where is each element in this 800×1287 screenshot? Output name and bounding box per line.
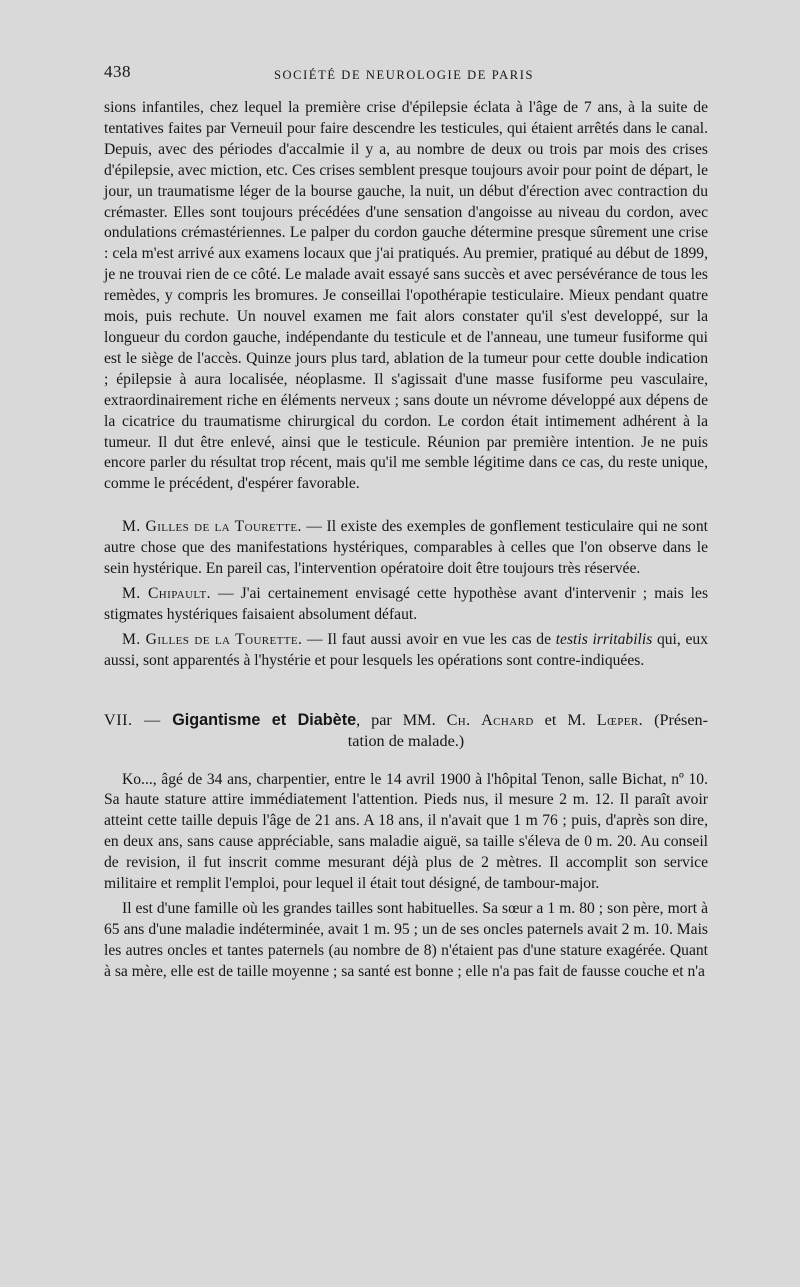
discussion-remark-2 bbox=[104, 584, 708, 626]
section-note: (Présen- bbox=[643, 710, 709, 729]
page-number: 438 bbox=[104, 62, 131, 81]
section-title: Gigantisme et Diabète bbox=[172, 710, 357, 729]
remark-text-end: qui, eux aussi, sont apparentés à l'hystérie et pour lesquels les opérations sont contre-indiquées. bbox=[104, 630, 708, 669]
section-note-end: tation de malade.) bbox=[347, 731, 465, 750]
discussion-remark-1 bbox=[104, 517, 708, 580]
discussion-remark-3 bbox=[104, 630, 708, 672]
section-conj: et M. bbox=[533, 710, 597, 729]
author-name: Ch. Achard bbox=[446, 710, 534, 729]
section-number: VII. — bbox=[104, 710, 173, 729]
running-header bbox=[104, 62, 708, 88]
body-paragraph: Il est d'une famille où les grandes tailles sont habituelles. Sa sœur a 1 m. 80 ; son père, mort à 65 ans d'une maladie indéterminée, avait 1 m. 95 ; un de ses oncles paternels avait 2 m. 10. Mais les autres oncles et tantes paternels (au nombre de 8) n'étaient pas d'une stature exagérée. Quant à sa mère, elle est de taille moyenne ; sa santé est bonne ; elle n'a pas fait de fausse couche et n'a bbox=[104, 900, 708, 980]
body-paragraph: Ko..., âgé de 34 ans, charpentier, entre le 14 avril 1900 à l'hôpital Tenon, salle Bichat, nº 10. Sa haute stature attire immédiatement l'attention. Pieds nus, il mesure 2 m. 12. Il paraît avoir atteint cette taille depuis l'âge de 21 ans. A 18 ans, il n'avait que 1 m 76 ; puis, d'après son dire, en deux ans, sans cause appréciable, sans maladie aiguë, sa taille s'éleva de 0 m. 20. Au conseil de revision, il fut inscrit comme mesurant déjà plus de 2 mètres. Il accomplit son service militaire et remplit l'emploi, pour lequel il était tout désigné, de tambour-major. bbox=[104, 770, 708, 893]
latin-term: testis irritabilis bbox=[555, 630, 653, 648]
remark-text: — J'ai certainement envisagé cette hypothèse avant d'intervenir ; mais les stigmates hystériques faisaient absolument défaut. bbox=[104, 584, 709, 623]
remark-text: — Il existe des exemples de gonflement testiculaire qui ne sont autre chose que des manifestations hystériques, comparables à celles que l'on observe dans le sein hystérique. En pareil cas, l'intervention opératoire doit être toujours très réservée. bbox=[104, 518, 708, 578]
case-continuation-paragraph: sions infantiles, chez lequel la première crise d'épilepsie éclata à l'âge de 7 ans, à la suite de tentatives faites par Verneuil pour faire descendre les testicules, qui étaient arrêtés dans le canal. Depuis, avec des périodes d'accalmie il y a, au nombre de deux ou trois par mois des crises d'épilepsie, avec miction, etc. Ces crises semblent presque toujours avoir pour point de départ, le jour, un traumatisme léger de la bourse gauche, la nuit, un début d'érection avec contraction du crémaster. Elles sont toujours précédées d'une sensation d'angoisse au niveau du cordon, avec ondulations crémastériennes. Le palper du cordon gauche détermine presque sûrement une crise : cela m'est arrivé aux examens locaux que j'ai pratiqués. Au premier, pratiqué au début de 1899, je ne trouvai rien de ce côté. Le malade avait essayé sans succès et avec persévérance de tous les remèdes, y compris les bromures. Je conseillai l'opothérapie testiculaire. Mieux pendant quatre mois, puis rechute. Un nouvel examen me fait alors constater qu'il s'est developpé, sur la longueur du cordon gauche, indépendante du testicule et de l'anneau, une tumeur fusiforme qui est le siège de l'accès. Quinze jours plus tard, ablation de la tumeur pour cette double indication ; épilepsie à aura localisée, néoplasme. Il s'agissait d'une masse fusiforme peu vasculaire, extraordinairement riche en éléments nerveux ; sans doute un névrome développé aux dépens de la cicatrice du traumatisme chirurgical du cordon. Le cordon était intimement adhérent à la tumeur. Il dut être enlevé, ainsi que le testicule. Réunion par première intention. Je ne puis encore parler du résultat trop récent, mais qu'il me semble légitime dans ce cas, du reste unique, comme le précédent, d'espérer favorable. bbox=[104, 99, 708, 493]
speaker-name: M. Chipault. bbox=[122, 584, 211, 602]
running-title: SOCIÉTÉ DE NEUROLOGIE DE PARIS bbox=[274, 68, 535, 82]
remark-text: — Il faut aussi avoir en vue les cas de bbox=[302, 630, 556, 648]
section-heading bbox=[104, 710, 708, 752]
speaker-name: M. Gilles de la Tourette. bbox=[122, 518, 302, 536]
speaker-name: M. Gilles de la Tourette. bbox=[122, 630, 303, 648]
section-by: , par MM. bbox=[356, 710, 447, 729]
author-name: Lœper. bbox=[596, 710, 644, 729]
